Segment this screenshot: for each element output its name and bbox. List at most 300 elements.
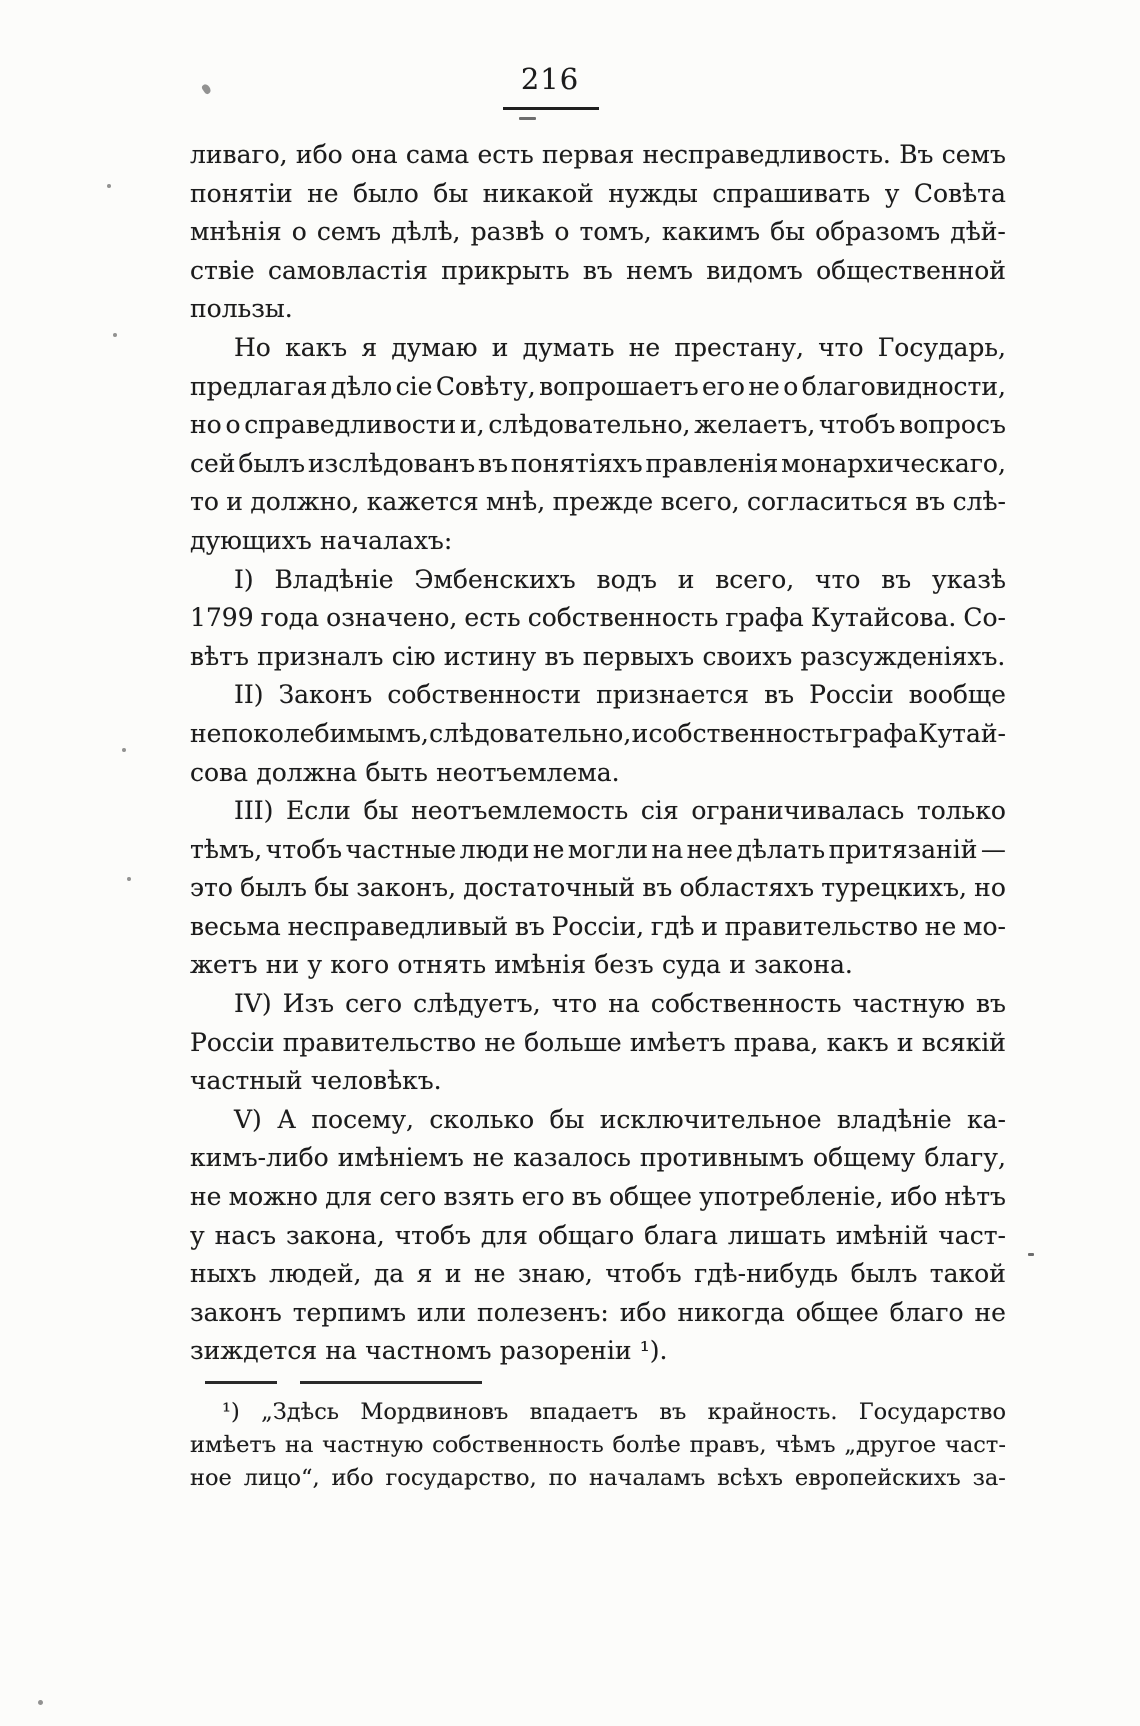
word: Россіи, [551, 911, 645, 941]
word: и [896, 1027, 914, 1057]
word: III) [234, 796, 274, 826]
word: о [554, 217, 570, 247]
word: бы [363, 796, 399, 826]
text-line [190, 290, 1006, 329]
word: образомъ [815, 217, 941, 247]
word: началамъ [589, 1465, 706, 1491]
word: въ [544, 641, 575, 671]
text-line [190, 985, 1006, 1024]
word: нѣтъ [944, 1182, 1006, 1212]
word: знаю, [517, 1259, 593, 1289]
word: означено, [326, 603, 458, 633]
word: разореніи [499, 1336, 632, 1366]
word: и [677, 564, 695, 594]
word: сего [345, 989, 403, 1019]
word: за- [972, 1465, 1006, 1491]
text-line [190, 946, 1006, 985]
word: Но [234, 332, 271, 362]
word: она [350, 140, 398, 169]
text-line [190, 483, 1006, 522]
word: не [473, 1259, 506, 1289]
word: сего [379, 1182, 437, 1212]
word: имѣній [835, 1220, 929, 1250]
word: кимъ-либо [190, 1143, 329, 1173]
page-number-rule [503, 107, 599, 110]
word: и, [459, 410, 485, 440]
text-line [190, 1024, 1006, 1063]
text-line [190, 522, 1006, 561]
paragraph [190, 136, 1006, 329]
word: дѣло [330, 371, 393, 401]
word: Кутайсова. [810, 603, 957, 633]
word: закона, [285, 1220, 385, 1250]
text-line [190, 638, 1006, 677]
word: согласиться [746, 487, 908, 517]
word: то [190, 487, 219, 517]
word: суда [661, 950, 721, 980]
word: монархическаго, [781, 448, 1006, 478]
word: „другое [844, 1432, 937, 1458]
word: европейскихъ [794, 1465, 961, 1491]
word: былъ [240, 873, 307, 903]
text-line [190, 792, 1006, 831]
word: не [472, 1143, 505, 1173]
word: и [701, 911, 718, 941]
text-line [190, 715, 1006, 754]
word: имѣніемъ [337, 1143, 464, 1173]
word: всѣхъ [717, 1465, 783, 1491]
word: я [416, 1259, 433, 1289]
word: Государство [858, 1399, 1006, 1425]
word: Россіи [190, 1027, 275, 1057]
word: спрашивать [712, 178, 871, 208]
text-line [190, 1139, 1006, 1178]
word: по [548, 1465, 578, 1491]
text-line [190, 1462, 1006, 1495]
word: закона. [754, 950, 853, 980]
paragraph [190, 676, 1006, 792]
word: престану, [674, 332, 804, 362]
word: Изъ [282, 989, 335, 1019]
word: Со- [963, 603, 1006, 633]
text-line [190, 676, 1006, 715]
word: на [608, 989, 640, 1019]
word: первыхъ [582, 641, 695, 671]
text-line [190, 252, 1006, 291]
word: водъ [596, 564, 657, 594]
text-line [190, 368, 1006, 407]
word: зиждется [190, 1336, 318, 1366]
word: вѣтъ [190, 641, 249, 671]
word: первая [542, 140, 635, 169]
text-line [190, 1101, 1006, 1140]
word: но [974, 873, 1006, 903]
word: дующихъ [190, 525, 312, 555]
word: понятіи [190, 178, 293, 208]
word: и [444, 1259, 462, 1289]
text-line [190, 1294, 1006, 1333]
word: правительство [282, 1027, 477, 1057]
word: сія [640, 796, 679, 826]
word: что [818, 332, 864, 362]
word: ни [265, 950, 300, 980]
word: I) [234, 564, 254, 594]
word: ограничивалась [691, 796, 905, 826]
word: какъ [826, 1027, 889, 1057]
word: ¹). [639, 1336, 668, 1366]
word: на [325, 1336, 357, 1366]
word: желаетъ, [694, 410, 816, 440]
text-line [190, 754, 1006, 793]
word: должно, [250, 487, 360, 517]
word: бы [314, 873, 350, 903]
word: началахъ: [320, 525, 453, 555]
word: лишать [727, 1220, 826, 1250]
word: какъ [285, 332, 348, 362]
paragraph [190, 561, 1006, 677]
word: на [284, 1432, 314, 1458]
word: въ [571, 1182, 602, 1212]
word: ибо [295, 140, 343, 169]
word: года [260, 603, 320, 633]
word: Законъ [278, 680, 373, 710]
word: Кутай- [918, 718, 1006, 748]
word: въ [514, 911, 545, 941]
word: никогда [677, 1297, 785, 1327]
word: IV) [234, 989, 272, 1019]
word: исключительное [599, 1104, 822, 1134]
text-line [190, 561, 1006, 600]
word: всего, [715, 564, 795, 594]
footnote-separator [300, 1381, 482, 1384]
word: кого [330, 950, 390, 980]
word: бы [549, 1104, 585, 1134]
word: турецкихъ, [821, 873, 967, 903]
word: нужды [608, 178, 698, 208]
word: 1799 [190, 603, 254, 633]
word: Совѣту, [435, 371, 536, 401]
word: о [291, 217, 307, 247]
word: думаю [391, 332, 478, 362]
word: ствіе [190, 255, 255, 285]
body-text [190, 136, 1006, 1371]
word: въ [915, 487, 946, 517]
paragraph [190, 1101, 1006, 1371]
word: сколько [429, 1104, 535, 1134]
text-line [190, 869, 1006, 908]
word: ибо [619, 1297, 667, 1327]
word: II) [234, 680, 264, 710]
word: дѣлать [736, 834, 826, 864]
word: част- [938, 1220, 1006, 1250]
word: правительство [724, 911, 919, 941]
word: призналъ [257, 641, 384, 671]
text-line [190, 1332, 1006, 1371]
word: противнымъ [639, 1143, 805, 1173]
scan-speck [1028, 1253, 1034, 1256]
paragraph [190, 792, 1006, 985]
word: на [651, 834, 684, 864]
word: собственность [527, 603, 719, 633]
word: предлагая [190, 371, 328, 401]
word: и [491, 332, 509, 362]
word: Эмбенскихъ [414, 564, 576, 594]
text-line [190, 445, 1006, 484]
word: ное [190, 1465, 232, 1491]
word: его [702, 371, 745, 401]
word: достаточный [463, 873, 636, 903]
word: быть [365, 757, 428, 787]
text-line [190, 1255, 1006, 1294]
word: несправедливость. [642, 140, 891, 169]
word: должна [256, 757, 358, 787]
word: общаго [537, 1220, 635, 1250]
word: собственности [387, 680, 582, 710]
word: чтобъ [394, 1220, 471, 1250]
scan-speck [127, 877, 131, 881]
word: въ [582, 255, 613, 285]
word: правъ, [689, 1432, 767, 1458]
word: болѣе [612, 1432, 681, 1458]
word: людей, [269, 1259, 362, 1289]
scan-speck [122, 748, 126, 752]
word: разсужденіяхъ. [800, 641, 1006, 671]
word: впадаетъ [529, 1399, 639, 1425]
word: Совѣта [913, 178, 1006, 208]
word: мнѣнія [190, 217, 282, 247]
word: не [484, 1027, 516, 1057]
word: но [190, 410, 222, 440]
scan-speck [113, 333, 117, 337]
word: несправедливый [287, 911, 509, 941]
word: казалось [513, 1143, 631, 1173]
word: у [190, 1220, 205, 1250]
word: не [190, 1182, 222, 1212]
word: и [226, 487, 243, 517]
word: полезенъ: [477, 1297, 609, 1327]
word: вообще [908, 680, 1006, 710]
word: у [307, 950, 323, 980]
word: въ [975, 989, 1006, 1019]
word: самовластія [268, 255, 428, 285]
word: чтобъ [819, 410, 896, 440]
word: частномъ [365, 1336, 492, 1366]
word: чтобъ [605, 1259, 682, 1289]
word: семъ [941, 140, 1006, 169]
word: и [729, 950, 746, 980]
text-line [190, 329, 1006, 368]
word: слѣдовательно, [488, 410, 691, 440]
word: справедливости [244, 410, 457, 440]
word: или [416, 1297, 467, 1327]
word: вопросъ [899, 410, 1006, 440]
word: слѣдуетъ, [413, 989, 541, 1019]
word: да [373, 1259, 405, 1289]
word: отнять [397, 950, 487, 980]
word: благу, [924, 1143, 1006, 1173]
word: дѣлѣ, [391, 217, 461, 247]
word: признается [596, 680, 750, 710]
scan-speck [107, 184, 111, 188]
text-line [190, 908, 1006, 947]
word: гдѣ-нибудь [694, 1259, 839, 1289]
paragraph [190, 329, 1006, 561]
word: чтобъ [265, 834, 343, 864]
text-line [190, 213, 1006, 252]
word: непоколебимымъ, [190, 718, 429, 748]
text-line [190, 1396, 1006, 1429]
word: слѣдовательно, [429, 718, 632, 748]
word: указѣ [931, 564, 1006, 594]
text-line [190, 406, 1006, 445]
word: было [352, 178, 419, 208]
word: своихъ [702, 641, 793, 671]
paragraph [190, 985, 1006, 1101]
word: государство, [385, 1465, 537, 1491]
word: кажется [366, 487, 479, 517]
word: Россіи [809, 680, 894, 710]
word: мнѣ, [486, 487, 546, 517]
text-line [190, 599, 1006, 638]
word: ибо [890, 1182, 938, 1212]
word: чѣмъ [775, 1432, 836, 1458]
word: его [521, 1182, 565, 1212]
word: что [551, 989, 598, 1019]
word: ка- [966, 1104, 1006, 1134]
word: понятіяхъ [510, 448, 643, 478]
word: въ [764, 680, 795, 710]
word: сей [190, 448, 236, 478]
word: не [532, 834, 565, 864]
word: для [325, 1182, 373, 1212]
word: употребленіе, [699, 1182, 884, 1212]
word: есть [477, 140, 534, 169]
word: частную [322, 1432, 424, 1458]
word: всего, [660, 487, 740, 517]
word: Государь, [877, 332, 1006, 362]
word: Мордвиновъ [360, 1399, 509, 1425]
word: былъ [238, 448, 306, 478]
word: немъ [626, 255, 693, 285]
word: у [884, 178, 900, 208]
footnote-separator [205, 1381, 277, 1384]
word: больше [524, 1027, 622, 1057]
word: Въ [899, 140, 934, 169]
word: прикрыть [441, 255, 570, 285]
word: вопрошаетъ [539, 371, 699, 401]
word: графа [725, 603, 804, 633]
word: частную [852, 989, 965, 1019]
word: изслѣдованъ [307, 448, 476, 478]
word: благо [889, 1297, 964, 1327]
word: въ [642, 873, 673, 903]
word: блага [644, 1220, 718, 1250]
word: графа [839, 718, 918, 748]
word: сова [190, 757, 249, 787]
word: имѣнія [494, 950, 587, 980]
footnote [190, 1396, 1006, 1495]
word: безъ [594, 950, 654, 980]
scan-speck [519, 117, 536, 120]
word: собственность [650, 989, 842, 1019]
word: собственность [648, 718, 840, 748]
word: я [361, 332, 378, 362]
word: посему, [311, 1104, 414, 1134]
word: лицо“, [243, 1465, 320, 1491]
word: истину [443, 641, 537, 671]
word: правленія [645, 448, 779, 478]
word: мо- [963, 911, 1006, 941]
text-line [190, 831, 1006, 870]
text-line [190, 1178, 1006, 1217]
scan-speck [201, 83, 212, 95]
word: насъ [214, 1220, 277, 1250]
word: въ [881, 564, 912, 594]
word: человѣкъ. [310, 1066, 442, 1096]
word: дѣй- [950, 217, 1006, 247]
word: весьма [190, 911, 281, 941]
word: терпимъ [292, 1297, 407, 1327]
word: бы [433, 178, 469, 208]
text-line [190, 136, 1006, 175]
word: семъ [316, 217, 382, 247]
word: что [814, 564, 861, 594]
word: въ [478, 448, 509, 478]
word: слѣ- [952, 487, 1006, 517]
word: видомъ [706, 255, 803, 285]
word: собственность [432, 1432, 604, 1458]
word: общему [813, 1143, 916, 1173]
word: какимъ [661, 217, 760, 247]
word: томъ, [579, 217, 652, 247]
text-line [190, 175, 1006, 214]
word: только [916, 796, 1006, 826]
word: о [225, 410, 241, 440]
word: всякій [921, 1027, 1006, 1057]
word: прежде [552, 487, 654, 517]
word: областяхъ [679, 873, 815, 903]
word: имѣетъ [190, 1432, 277, 1458]
text-line [190, 1062, 1006, 1101]
word: для [480, 1220, 528, 1250]
word: V) [234, 1104, 262, 1134]
word: бы [770, 217, 806, 247]
word: неотъемлемость [411, 796, 629, 826]
word: сіе [395, 371, 433, 401]
word: ливаго, [190, 140, 288, 169]
word: жетъ [190, 950, 258, 980]
word: ныхъ [190, 1259, 257, 1289]
word: Владѣніе [274, 564, 394, 594]
word: могли [567, 834, 649, 864]
word: въ [659, 1399, 687, 1425]
word: никакой [482, 178, 594, 208]
word: — [980, 834, 1006, 864]
word: ¹) [222, 1399, 240, 1425]
word: Если [286, 796, 351, 826]
page-number: 216 [520, 62, 580, 96]
word: владѣніе [836, 1104, 952, 1134]
word: сію [391, 641, 436, 671]
word: это [190, 873, 233, 903]
word: не [628, 332, 661, 362]
word: взять [443, 1182, 515, 1212]
word: тѣмъ, [190, 834, 263, 864]
word: гдѣ [650, 911, 695, 941]
word: имѣетъ [629, 1027, 726, 1057]
text-line [190, 1429, 1006, 1462]
word: былъ [850, 1259, 918, 1289]
